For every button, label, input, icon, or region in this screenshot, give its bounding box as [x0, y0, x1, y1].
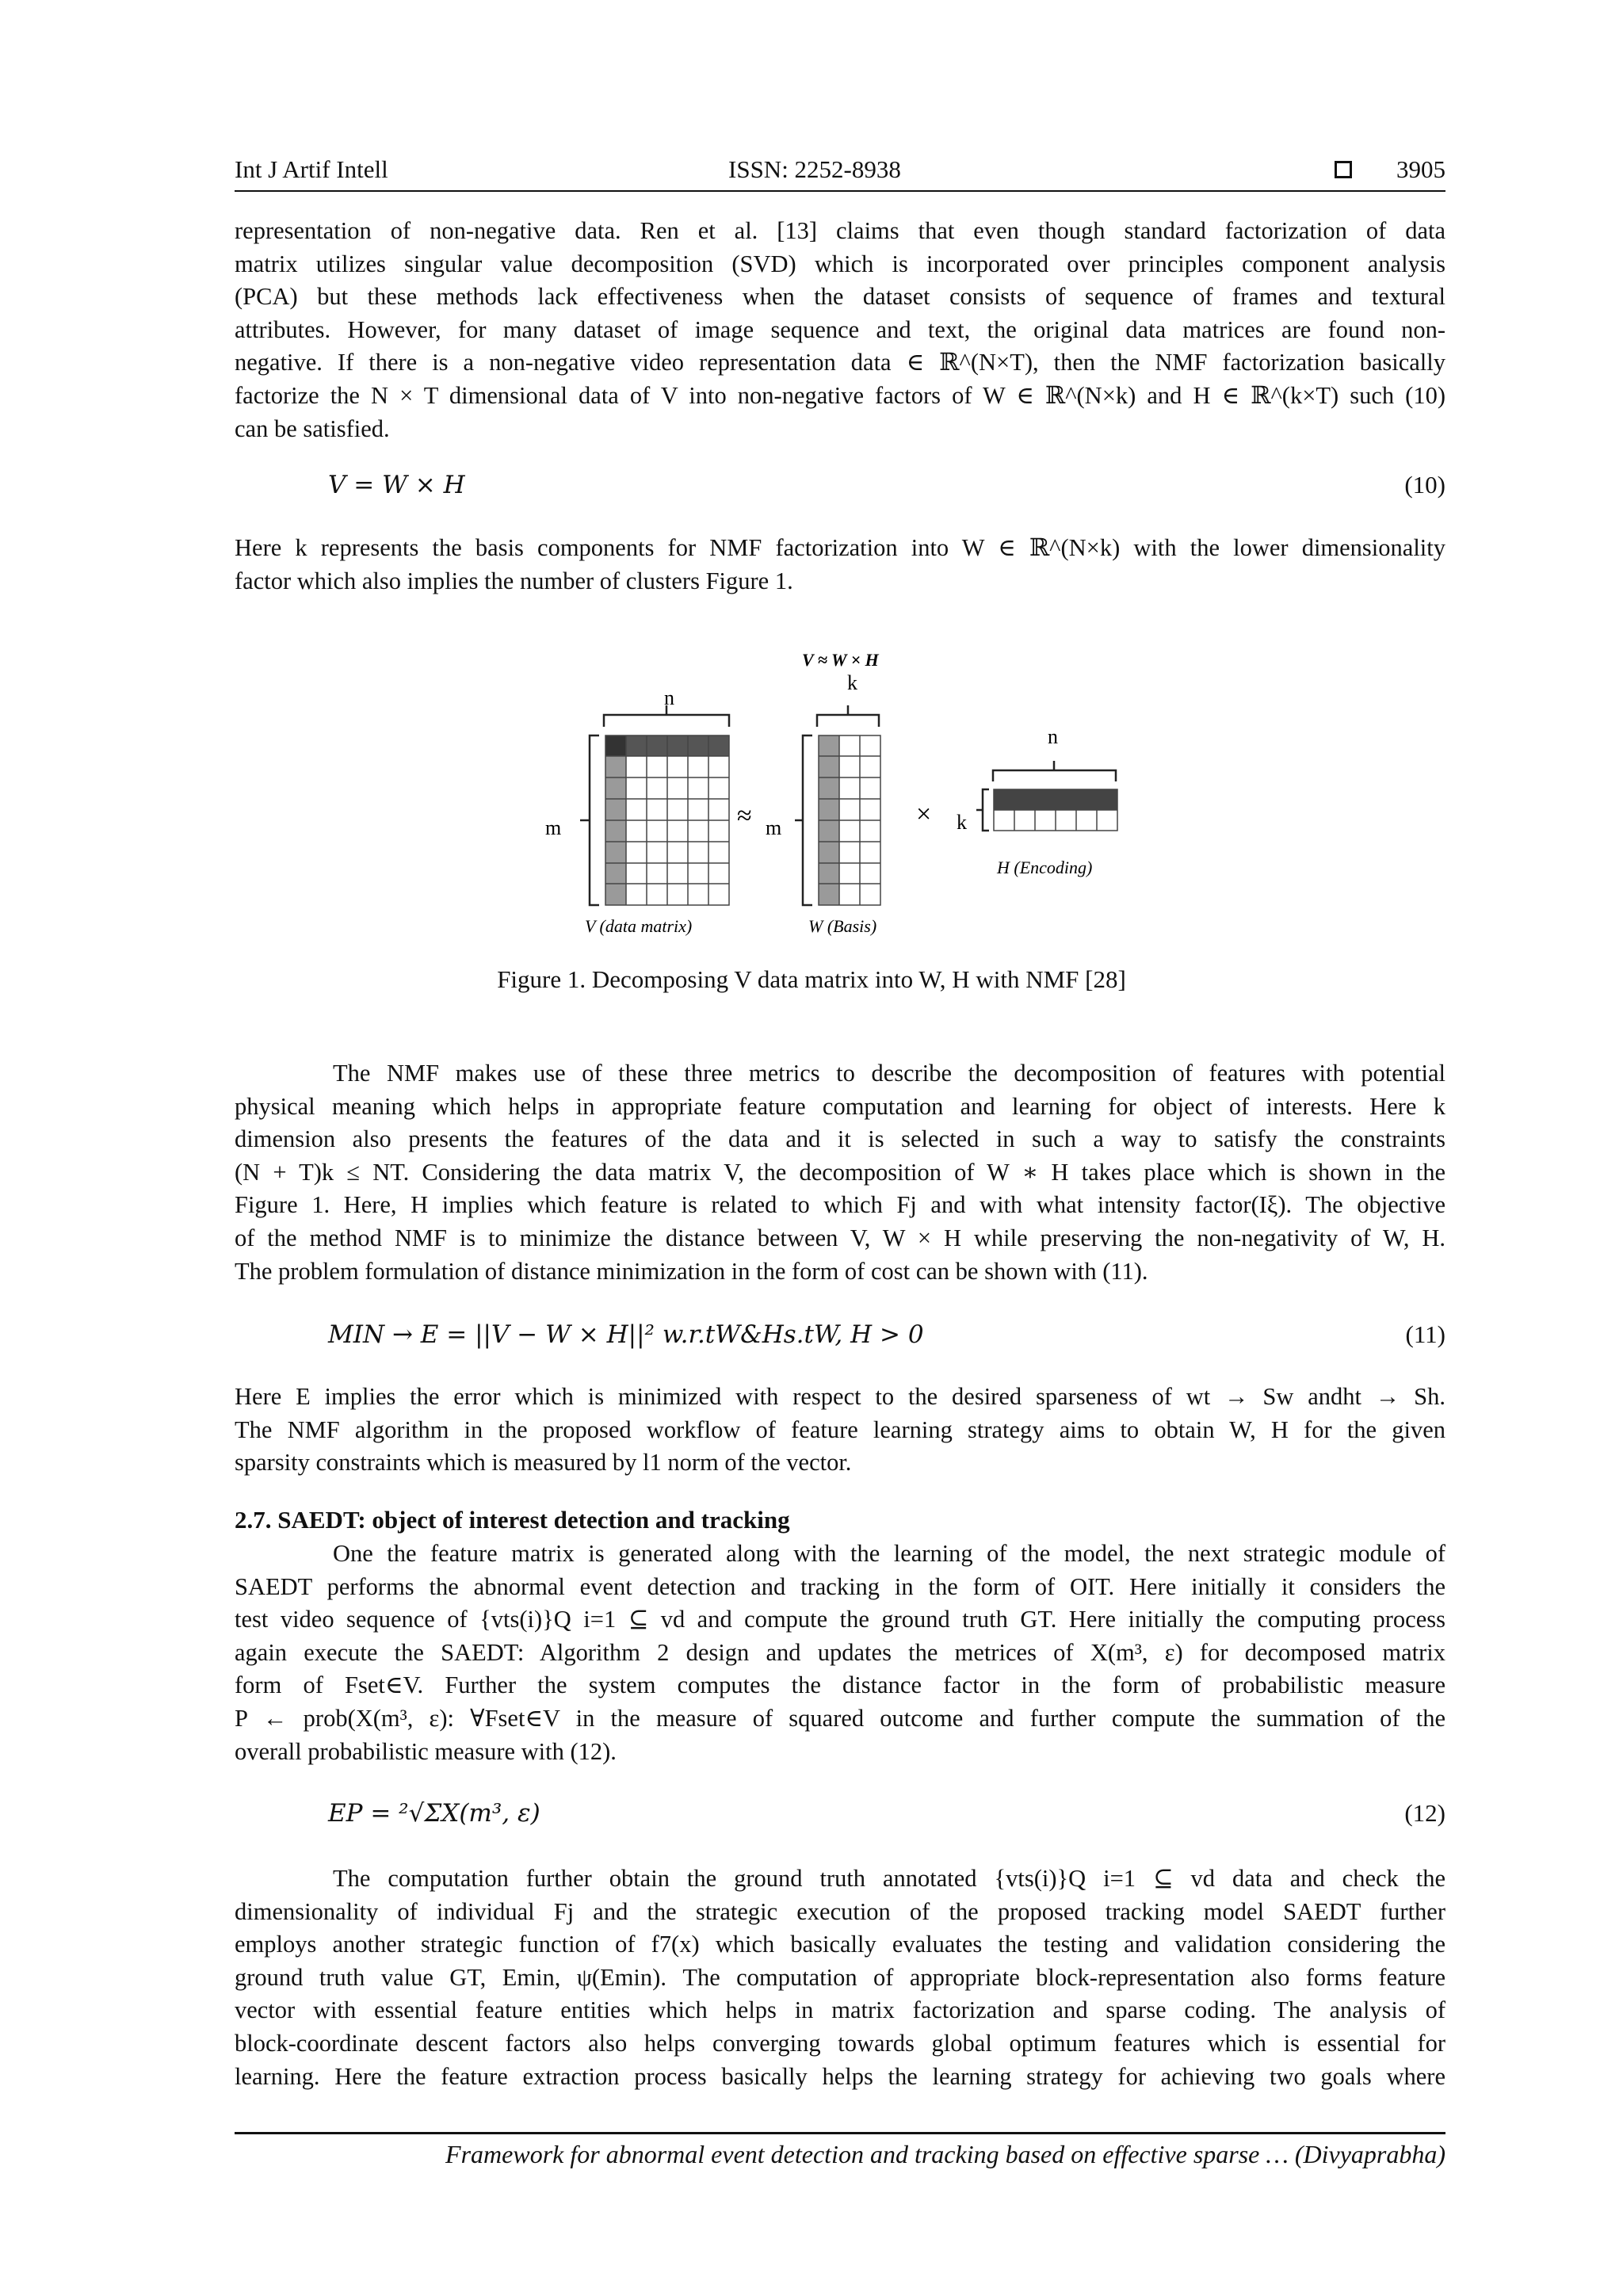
text-line: learning. Here the feature extraction process basically helps the learning strategy for achieving two goals where	[235, 2062, 1445, 2090]
text-line: form of Fset∈V. Further the system computes the distance factor in the form of probabilistic measure	[235, 1671, 1445, 1699]
text-line: The problem formulation of distance minimization in the form of cost can be shown with (11).	[235, 1257, 1148, 1285]
text-line: dimensionality of individual Fj and the strategic execution of the proposed tracking model SAEDT further	[235, 1897, 1445, 1925]
text-line: factorize the N × T dimensional data of V into non-negative factors of W ∈ ℝ^(N×k) and H ∈ ℝ^(k×T) such (10)	[235, 381, 1445, 409]
text-line: block-coordinate descent factors also helps converging towards global optimum features which is essential for	[235, 2029, 1445, 2057]
paragraph-6	[235, 1862, 1445, 2093]
equation-12: EP = ²√ΣX(m³, ε)	[328, 1799, 540, 1828]
text-line: (N + T)k ≤ NT. Considering the data matrix V, the decomposition of W ∗ H takes place which is shown in the	[235, 1158, 1445, 1186]
text-line: The NMF algorithm in the proposed workflow of feature learning strategy aims to obtain W, H for the given	[235, 1415, 1445, 1443]
text-line: Here k represents the basis components for NMF factorization into W ∈ ℝ^(N×k) with the lower dimensionality	[235, 534, 1445, 561]
label-k: k	[847, 671, 857, 694]
label-m-mid: m	[766, 816, 782, 839]
running-footer: Framework for abnormal event detection and tracking based on effective sparse … (Divyaprabha)	[445, 2140, 1445, 2168]
paragraph-4	[235, 1381, 1445, 1480]
h-matrix-label: H (Encoding)	[997, 858, 1093, 877]
text-line: dimension also presents the features of the data and it is selected in such a way to satisfy the constraints	[235, 1125, 1445, 1153]
text-line: P ← prob(X(m³, ε): ∀Fset∈V in the measure of squared outcome and further compute the summation of the	[235, 1704, 1445, 1732]
footer-rule	[235, 2132, 1445, 2134]
paragraph-5	[235, 1538, 1445, 1768]
text-line: The computation further obtain the ground truth annotated {vts(i)}Q i=1 ⊆ vd data and check the	[333, 1865, 1445, 1892]
equation-number: (11)	[1405, 1320, 1445, 1348]
section-heading: 2.7. SAEDT: object of interest detection and tracking	[235, 1506, 790, 1534]
square-icon	[1335, 161, 1352, 178]
text-line: vector with essential feature entities which helps in matrix factorization and sparse coding. The analysis of	[235, 1996, 1445, 2024]
figure-caption: Figure 1. Decomposing V data matrix into W, H with NMF [28]	[497, 965, 1126, 993]
text-line: negative. If there is a non-negative video representation data ∈ ℝ^(N×T), then the NMF factorization basically	[235, 349, 1445, 376]
text-line: ground truth value GT, Emin, ψ(Emin). The computation of appropriate block-representation also forms feature	[235, 1963, 1445, 1991]
page-header	[235, 155, 1445, 189]
text-line: Here E implies the error which is minimized with respect to the desired sparseness of wt → Sw andht → Sh.	[235, 1383, 1445, 1410]
text-line: again execute the SAEDT: Algorithm 2 design and updates the metrices of X(m³, ε) for decomposed matrix	[235, 1638, 1445, 1666]
text-line: factor which also implies the number of clusters Figure 1.	[235, 567, 793, 594]
text-line: matrix utilizes singular value decomposition (SVD) which is incorporated over principles component analysis	[235, 250, 1445, 277]
text-line: SAEDT performs the abnormal event detection and tracking in the form of OIT. Here initially it considers the	[235, 1572, 1445, 1600]
paragraph-2	[235, 532, 1445, 598]
journal-name: Int J Artif Intell	[235, 155, 388, 183]
page-number: 3905	[1396, 155, 1445, 183]
text-line: sparsity constraints which is measured by l1 norm of the vector.	[235, 1449, 852, 1477]
text-line: Figure 1. Here, H implies which feature is related to which Fj and with what intensity factor(Iξ). The objective	[235, 1191, 1445, 1219]
approx-symbol: ≈	[737, 801, 752, 831]
text-line: physical meaning which helps in appropriate feature computation and learning for object of interests. Here k	[235, 1092, 1445, 1120]
paragraph-3	[235, 1057, 1445, 1288]
equation-10: V = W × H	[328, 471, 465, 499]
text-line: test video sequence of {vts(i)}Q i=1 ⊆ vd and compute the ground truth GT. Here initially the computing process	[235, 1606, 1445, 1633]
text-line: attributes. However, for many dataset of image sequence and text, the original data matrices are found non-	[235, 315, 1445, 343]
text-line: One the feature matrix is generated along with the learning of the model, the next strategic module of	[333, 1540, 1445, 1567]
equation-11: MIN → E = ||V − W × H||² w.r.tW&Hs.tW, H > 0	[328, 1320, 924, 1349]
text-line: can be satisfied.	[235, 415, 390, 442]
text-line: of the method NMF is to minimize the distance between V, W × H while preserving the non-negativity of W, H.	[235, 1224, 1445, 1251]
times-symbol: ×	[916, 800, 932, 829]
label-m: m	[545, 816, 562, 839]
text-line: employs another strategic function of f7(x) which basically evaluates the testing and validation considering the	[235, 1931, 1445, 1958]
v-matrix-label: V (data matrix)	[585, 916, 693, 936]
paragraph-1	[235, 215, 1445, 445]
equation-number: (12)	[1404, 1799, 1445, 1827]
w-matrix-label: W (Basis)	[808, 916, 877, 936]
text-line: representation of non-negative data. Ren et al. [13] claims that even though standard factorization of data	[235, 217, 1445, 244]
nmf-figure	[523, 642, 1141, 943]
text-line: overall probabilistic measure with (12).	[235, 1737, 617, 1765]
figure-top-formula: V ≈ W × H	[802, 650, 879, 670]
text-line: (PCA) but these methods lack effectiveness when the dataset consists of sequence of frames and textural	[235, 283, 1445, 311]
label-n-right: n	[1048, 725, 1058, 748]
issn: ISSN: 2252-8938	[728, 155, 901, 183]
equation-number: (10)	[1404, 471, 1445, 499]
label-n: n	[664, 686, 674, 709]
header-rule	[235, 190, 1445, 192]
text-line: The NMF makes use of these three metrics to describe the decomposition of features with potential	[333, 1060, 1445, 1087]
label-k-right: k	[957, 811, 967, 834]
